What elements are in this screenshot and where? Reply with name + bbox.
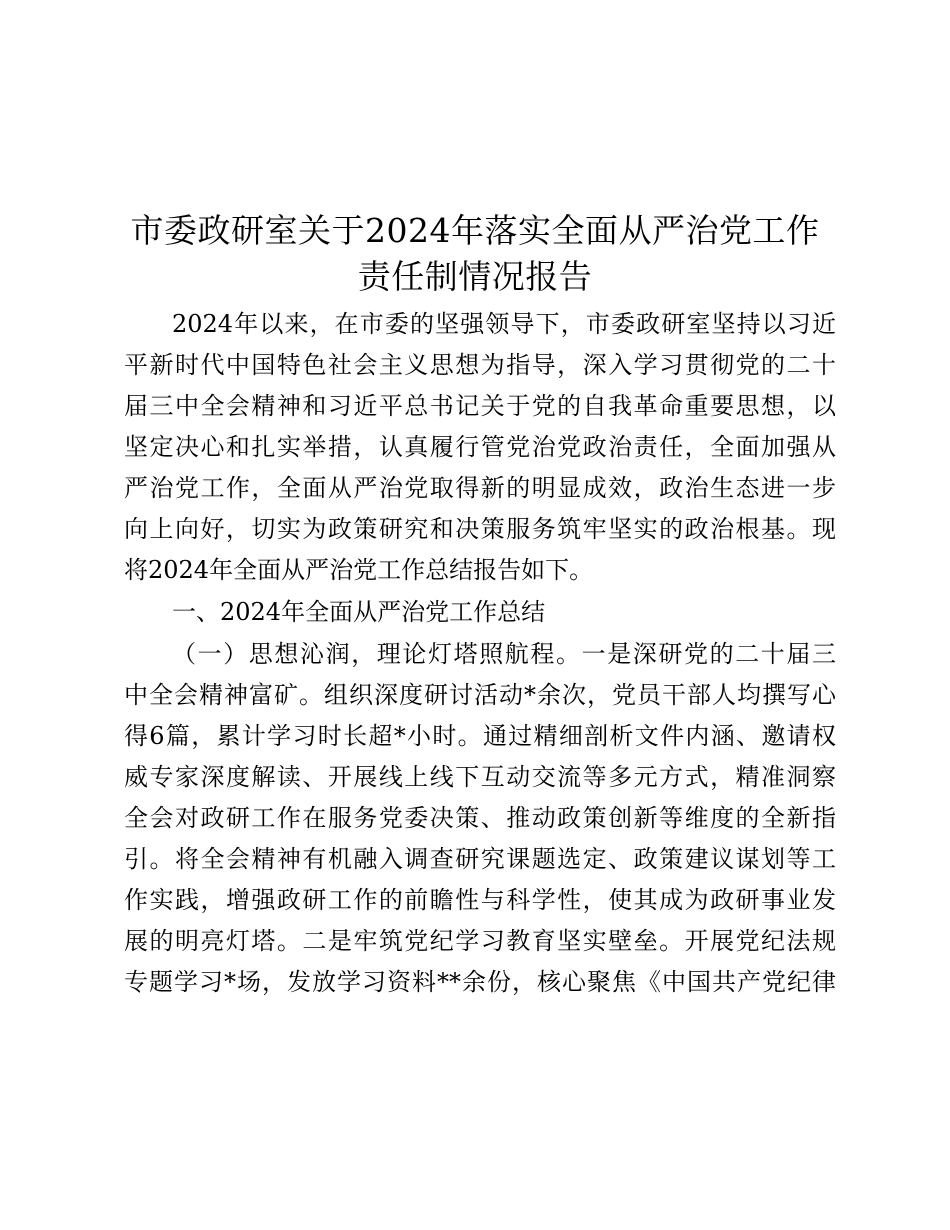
paragraph-1-line: 2024年以来，在市委的坚强领导下，市委政研室坚持以习近 <box>172 310 836 338</box>
paragraph-2-line: 引。将全会精神有机融入调查研究课题选定、政策建议谋划等工 <box>124 845 836 873</box>
paragraph-1-line: 严治党工作，全面从严治党取得新的明显成效，政治生态进一步 <box>124 474 836 502</box>
document-title-line-2: 责任制情况报告 <box>357 257 593 296</box>
paragraph-1-line: 坚定决心和扎实举措，认真履行管党治党政治责任，全面加强从 <box>124 433 836 461</box>
paragraph-1-line: 向上向好，切实为政策研究和决策服务筑牢坚实的政治根基。现 <box>124 515 836 543</box>
paragraph-2-line: 全会对政研工作在服务党委决策、推动政策创新等维度的全新指 <box>124 804 836 832</box>
paragraph-1-line: 平新时代中国特色社会主义思想为指导，深入学习贯彻党的二十 <box>124 351 836 379</box>
paragraph-2-line: 中全会精神富矿。组织深度研讨活动*余次，党员干部人均撰写心 <box>124 681 836 709</box>
paragraph-2-line: 专题学习*场，发放学习资料**余份，核心聚焦《中国共产党纪律 <box>124 968 836 996</box>
section-heading: 一、2024年全面从严治党工作总结 <box>172 598 546 626</box>
paragraph-2-line: 作实践，增强政研工作的前瞻性与科学性，使其成为政研事业发 <box>124 886 836 914</box>
paragraph-2-line: （一）思想沁润，理论灯塔照航程。一是深研党的二十届三 <box>172 640 836 668</box>
paragraph-1-line: 届三中全会精神和习近平总书记关于党的自我革命重要思想，以 <box>124 392 836 420</box>
paragraph-1-line: 将2024年全面从严治党工作总结报告如下。 <box>124 556 594 584</box>
paragraph-2-line: 得6篇，累计学习时长超*小时。通过精细剖析文件内涵、邀请权 <box>124 722 836 750</box>
paragraph-2-line: 展的明亮灯塔。二是牢筑党纪学习教育坚实壁垒。开展党纪法规 <box>124 927 836 955</box>
paragraph-2-line: 威专家深度解读、开展线上线下互动交流等多元方式，精准洞察 <box>124 763 836 791</box>
document-title-line-1: 市委政研室关于2024年落实全面从严治党工作 <box>130 211 820 250</box>
